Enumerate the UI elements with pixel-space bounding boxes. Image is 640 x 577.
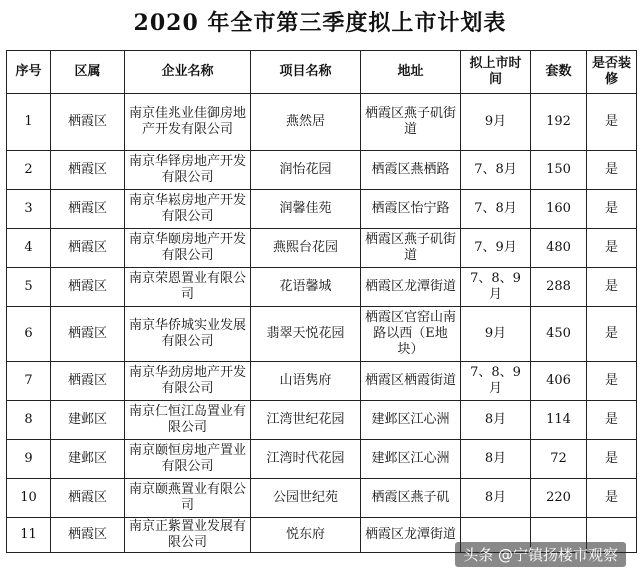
cell-district: 栖霞区	[51, 518, 125, 553]
cell-time: 7、8、9月	[461, 268, 531, 307]
header-no: 序号	[7, 51, 51, 94]
header-decorated: 是否装修	[587, 51, 637, 94]
cell-units: 288	[531, 268, 587, 307]
table-row	[7, 362, 637, 401]
table-row	[7, 229, 637, 268]
cell-decorated: 是	[587, 229, 637, 268]
cell-district: 栖霞区	[51, 479, 125, 518]
cell-district: 栖霞区	[51, 94, 125, 151]
table-row	[7, 440, 637, 479]
cell-time: 7、8、9月	[461, 362, 531, 401]
cell-project: 润馨佳苑	[251, 190, 361, 229]
cell-no: 4	[7, 229, 51, 268]
cell-address: 栖霞区龙潭街道	[361, 268, 461, 307]
header-project: 项目名称	[251, 51, 361, 94]
cell-decorated: 是	[587, 190, 637, 229]
cell-no: 5	[7, 268, 51, 307]
cell-company: 南京仁恒江岛置业有限公司	[125, 401, 251, 440]
cell-time: 8月	[461, 401, 531, 440]
cell-units: 150	[531, 151, 587, 190]
cell-time: 7、9月	[461, 229, 531, 268]
cell-project: 花语馨城	[251, 268, 361, 307]
cell-company: 南京荣恩置业有限公司	[125, 268, 251, 307]
cell-district: 建邺区	[51, 440, 125, 479]
cell-no: 7	[7, 362, 51, 401]
cell-units: 480	[531, 229, 587, 268]
cell-project: 公园世纪苑	[251, 479, 361, 518]
table-row	[7, 268, 637, 307]
cell-district: 栖霞区	[51, 190, 125, 229]
table-row	[7, 151, 637, 190]
cell-decorated: 是	[587, 401, 637, 440]
cell-decorated: 是	[587, 94, 637, 151]
table-row	[7, 190, 637, 229]
cell-no: 6	[7, 307, 51, 362]
cell-project: 江湾时代花园	[251, 440, 361, 479]
cell-project: 山语隽府	[251, 362, 361, 401]
header-district: 区属	[51, 51, 125, 94]
cell-project: 江湾世纪花园	[251, 401, 361, 440]
cell-district: 栖霞区	[51, 151, 125, 190]
cell-address: 栖霞区栖霞街道	[361, 362, 461, 401]
cell-address: 栖霞区燕栖路	[361, 151, 461, 190]
cell-company: 南京华颐房地产开发有限公司	[125, 229, 251, 268]
cell-company: 南京佳兆业佳御房地产开发有限公司	[125, 94, 251, 151]
table-header-row	[7, 51, 637, 94]
cell-units: 160	[531, 190, 587, 229]
cell-address: 栖霞区燕子矶	[361, 479, 461, 518]
cell-company: 南京正紫置业发展有限公司	[125, 518, 251, 553]
cell-company: 南京华铎房地产开发有限公司	[125, 151, 251, 190]
cell-address: 栖霞区燕子矶街道	[361, 94, 461, 151]
cell-district: 栖霞区	[51, 362, 125, 401]
cell-units: 220	[531, 479, 587, 518]
cell-units: 192	[531, 94, 587, 151]
cell-project: 燕然居	[251, 94, 361, 151]
cell-decorated: 是	[587, 268, 637, 307]
table-row	[7, 94, 637, 151]
cell-address: 栖霞区怡宁路	[361, 190, 461, 229]
cell-district: 栖霞区	[51, 268, 125, 307]
cell-district: 建邺区	[51, 401, 125, 440]
cell-decorated: 是	[587, 307, 637, 362]
header-company: 企业名称	[125, 51, 251, 94]
header-address: 地址	[361, 51, 461, 94]
watermark: 头条 @宁镇扬楼市观察	[455, 542, 626, 567]
header-units: 套数	[531, 51, 587, 94]
cell-time: 9月	[461, 307, 531, 362]
cell-time: 7、8月	[461, 151, 531, 190]
cell-no: 11	[7, 518, 51, 553]
cell-project: 悦东府	[251, 518, 361, 553]
cell-address: 栖霞区龙潭街道	[361, 518, 461, 553]
cell-decorated: 是	[587, 479, 637, 518]
header-time: 拟上市时间	[461, 51, 531, 94]
cell-company: 南京颐恒房地产置业有限公司	[125, 440, 251, 479]
table-row	[7, 401, 637, 440]
page-title: 2020 年全市第三季度拟上市计划表	[133, 10, 507, 36]
cell-decorated: 是	[587, 151, 637, 190]
cell-company: 南京颐燕置业有限公司	[125, 479, 251, 518]
cell-decorated: 是	[587, 440, 637, 479]
cell-project: 润怡花园	[251, 151, 361, 190]
cell-project: 燕熙台花园	[251, 229, 361, 268]
table-row	[7, 479, 637, 518]
cell-project: 翡翠天悦花园	[251, 307, 361, 362]
cell-time: 9月	[461, 94, 531, 151]
cell-company: 南京华侨城实业发展有限公司	[125, 307, 251, 362]
cell-address: 栖霞区燕子矶街道	[361, 229, 461, 268]
cell-district: 栖霞区	[51, 229, 125, 268]
cell-units: 72	[531, 440, 587, 479]
cell-company: 南京华劲房地产开发有限公司	[125, 362, 251, 401]
cell-no: 9	[7, 440, 51, 479]
cell-units: 114	[531, 401, 587, 440]
cell-address: 建邺区江心洲	[361, 440, 461, 479]
cell-district: 栖霞区	[51, 307, 125, 362]
cell-address: 栖霞区官窑山南路以西（E地块）	[361, 307, 461, 362]
cell-no: 1	[7, 94, 51, 151]
cell-time: 8月	[461, 479, 531, 518]
cell-no: 10	[7, 479, 51, 518]
cell-company: 南京华崧房地产开发有限公司	[125, 190, 251, 229]
table-row	[7, 307, 637, 362]
cell-no: 2	[7, 151, 51, 190]
cell-no: 3	[7, 190, 51, 229]
cell-units: 406	[531, 362, 587, 401]
cell-no: 8	[7, 401, 51, 440]
cell-units: 450	[531, 307, 587, 362]
cell-time: 8月	[461, 440, 531, 479]
cell-time: 7、8月	[461, 190, 531, 229]
cell-address: 建邺区江心洲	[361, 401, 461, 440]
cell-decorated: 是	[587, 362, 637, 401]
listing-plan-table	[6, 50, 637, 553]
